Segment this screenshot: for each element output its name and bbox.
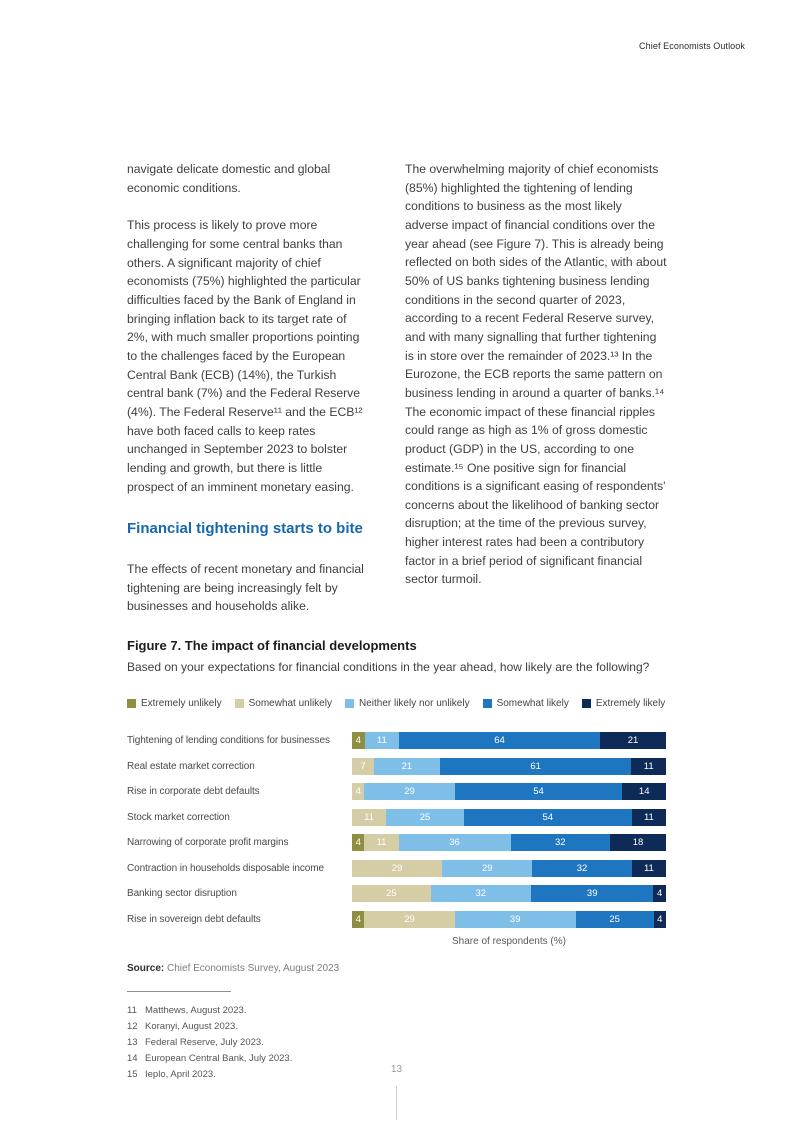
chart-row — [127, 834, 667, 851]
category-label: Banking sector disruption — [127, 888, 237, 899]
paragraph: This process is likely to prove more challenging for some central banks than others. A significant majority of chief economists (75%) highlighted the particular difficulties faced by the Bank of England in bringing inflation back to its target rate of 2%, with much smaller proportions pointing to the challenges faced by the European Central Bank (ECB) (14%), the Turkish central bank (7%) and the Federal Reserve (4%). The Federal Reserve¹¹ and the ECB¹² have both faced calls to keep rates unchanged in September 2023 to bolster lending and growth, but there is little prospect of an imminent monetary easing. — [127, 218, 363, 494]
bar-segment: 4 — [352, 732, 365, 749]
source-line — [127, 963, 667, 974]
stacked-bar — [352, 809, 666, 826]
bar-segment: 64 — [399, 732, 600, 749]
chart-row — [127, 758, 667, 775]
footnote — [127, 1003, 667, 1019]
bar-segment: 4 — [654, 911, 666, 928]
chart-row — [127, 809, 667, 826]
bar-segment: 54 — [464, 809, 632, 826]
category-label: Stock market correction — [127, 811, 230, 823]
bar-segment: 29 — [364, 783, 454, 800]
bar-segment: 11 — [352, 809, 386, 826]
footnote-number: 12 — [127, 1020, 138, 1032]
bar-segment: 21 — [374, 758, 440, 775]
footnote-text: Matthews, August 2023. — [145, 1005, 247, 1016]
stacked-bar — [352, 911, 666, 928]
paragraph: The overwhelming majority of chief economists (85%) highlighted the tightening of lending conditions to business as the most likely adverse impact of financial conditions over the year ahead (see Figure 7). This is already being reflected on both sides of the Atlantic, with about 50% of US banks tightening business lending conditions in the second quarter of 2023, according to a recent Federal Reserve survey, and with many signalling that further tightening is in store over the remainder of 2023.¹³ In the Eurozone, the ECB reports the same pattern on business lending in around a quarter of banks.¹⁴ The economic impact of these financial ripples could range as high as 1% of gross domestic product (GDP) in the US, according to one estimate.¹⁵ One positive sign for financial conditions is a significant easing of respondents' concerns about the likelihood of banking sector disruption; at the time of the previous survey, higher interest rates had been a contributory factor in a brief period of significant financial sector turmoil. — [405, 162, 667, 587]
bar-segment: 25 — [386, 809, 464, 826]
bottom-rule — [396, 1086, 397, 1120]
legend-label: Neither likely nor unlikely — [358, 698, 470, 709]
footnote-number: 13 — [127, 1036, 138, 1048]
bar-segment: 11 — [632, 809, 666, 826]
paragraph: The effects of recent monetary and financial tightening are being increasingly felt by businesses and households alike. — [127, 561, 364, 614]
legend-item — [345, 698, 470, 709]
footnote-number: 15 — [127, 1068, 138, 1080]
stacked-bar — [352, 783, 666, 800]
legend-label: Somewhat unlikely — [248, 698, 332, 709]
stacked-bar — [352, 758, 666, 775]
chart-row — [127, 911, 667, 928]
footnote-number: 14 — [127, 1052, 138, 1064]
section-heading: Financial tightening starts to bite — [127, 520, 363, 538]
chart-row — [127, 783, 667, 800]
chart-row — [127, 860, 667, 877]
category-label: Rise in corporate debt defaults — [127, 786, 260, 797]
page-number: 13 — [390, 1064, 403, 1075]
chart-row — [127, 732, 667, 749]
x-axis-label: Share of respondents (%) — [452, 936, 566, 947]
bar-segment: 11 — [631, 758, 666, 775]
legend-swatch — [345, 699, 354, 708]
legend-item — [582, 698, 665, 709]
category-label: Contraction in households disposable income — [127, 862, 324, 874]
legend-swatch — [127, 699, 136, 708]
footnote-number: 11 — [127, 1005, 137, 1016]
legend-label: Extremely unlikely — [141, 698, 222, 709]
footnote — [127, 1019, 667, 1035]
left-column — [127, 160, 365, 635]
figure-title: Figure 7. The impact of financial developments — [127, 638, 417, 653]
stacked-bar-chart — [127, 732, 667, 928]
bar-segment: 11 — [632, 860, 666, 877]
legend-label: Somewhat likely — [496, 698, 569, 709]
legend-swatch — [483, 699, 492, 708]
bar-segment: 4 — [352, 911, 364, 928]
bar-segment: 29 — [442, 860, 532, 877]
stacked-bar — [352, 860, 666, 877]
legend-item — [483, 698, 569, 709]
bar-segment: 61 — [440, 758, 632, 775]
category-label: Narrowing of corporate profit margins — [127, 837, 289, 848]
stacked-bar — [352, 834, 666, 851]
bar-segment: 25 — [576, 911, 654, 928]
bar-segment: 4 — [352, 834, 364, 851]
figure-subtitle: Based on your expectations for financial conditions in the year ahead, how likely are the following? — [127, 660, 650, 674]
bar-segment: 11 — [364, 834, 398, 851]
bar-segment: 11 — [365, 732, 400, 749]
footnote-text: Ieplo, April 2023. — [145, 1068, 216, 1080]
category-label: Tightening of lending conditions for businesses — [127, 735, 330, 746]
bar-segment: 29 — [352, 860, 442, 877]
legend-label: Extremely likely — [595, 698, 666, 709]
chart-row — [127, 885, 667, 902]
stacked-bar — [352, 732, 666, 749]
bar-segment: 25 — [352, 885, 431, 902]
figure-7 — [127, 638, 667, 1083]
legend-swatch — [582, 699, 591, 708]
bar-segment: 39 — [455, 911, 576, 928]
bar-segment: 14 — [622, 783, 666, 800]
bar-segment: 29 — [364, 911, 454, 928]
footnote — [127, 1035, 667, 1051]
bar-segment: 32 — [532, 860, 631, 877]
source-text: Chief Economists Survey, August 2023 — [164, 963, 340, 974]
running-header: Chief Economists Outlook — [639, 41, 745, 51]
bar-segment: 54 — [455, 783, 623, 800]
bar-segment: 4 — [653, 885, 666, 902]
legend-item — [127, 698, 222, 709]
footnote-text: European Central Bank, July 2023. — [145, 1052, 293, 1064]
legend-swatch — [235, 699, 244, 708]
stacked-bar — [352, 885, 666, 902]
bar-segment: 4 — [352, 783, 364, 800]
paragraph: navigate delicate domestic and global economic conditions. — [127, 162, 331, 195]
legend-item — [235, 698, 332, 709]
right-column — [405, 160, 667, 635]
category-label: Rise in sovereign debt defaults — [127, 913, 261, 925]
chart-legend — [127, 698, 667, 709]
bar-segment: 39 — [531, 885, 653, 902]
bar-segment: 32 — [431, 885, 531, 902]
bar-segment: 18 — [610, 834, 666, 851]
category-label: Real estate market correction — [127, 760, 255, 772]
footnote-text: Koranyi, August 2023. — [145, 1020, 238, 1032]
bar-segment: 21 — [600, 732, 666, 749]
footnote-divider — [127, 991, 231, 992]
article-body — [127, 160, 667, 635]
bar-segment: 7 — [352, 758, 374, 775]
source-label: Source: — [127, 963, 165, 974]
bar-segment: 36 — [399, 834, 511, 851]
bar-segment: 32 — [511, 834, 610, 851]
footnote-text: Federal Reserve, July 2023. — [145, 1036, 264, 1048]
